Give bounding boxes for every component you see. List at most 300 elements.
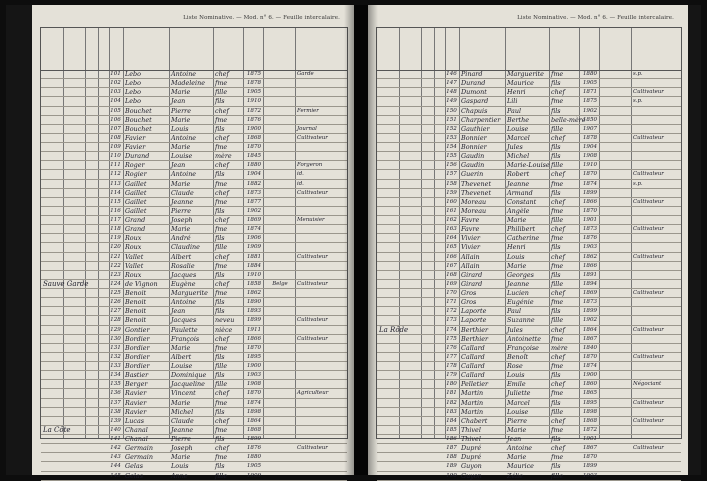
birth-year-cell: 1900: [246, 363, 262, 369]
profession-cell: [633, 362, 685, 371]
surname-cell: Vallet: [125, 261, 144, 270]
surname-cell: Dupré: [461, 444, 482, 453]
nationality-cell: [265, 161, 295, 170]
maison-number-cell: [421, 170, 433, 179]
table-row: [377, 253, 681, 262]
surname-cell: Benoit: [125, 316, 147, 325]
menage-number-cell: [98, 225, 109, 234]
table-row: [41, 289, 347, 298]
table-row: [41, 134, 347, 143]
relation-cell: chef: [215, 70, 229, 78]
individu-number-cell: 157: [446, 171, 457, 178]
nationality-cell: [601, 271, 631, 280]
individu-number-cell: 112: [110, 171, 121, 178]
profession-cell: Cultivateur: [633, 399, 664, 406]
profession-cell: Journal: [297, 125, 317, 132]
profession-cell: [633, 125, 685, 134]
relation-cell: fils: [551, 243, 561, 252]
maison-number-cell: [421, 97, 433, 106]
nationality-cell: [265, 107, 295, 116]
menage-number-cell: [98, 88, 109, 97]
maison-number-cell: [85, 426, 97, 435]
maison-number-cell: [421, 344, 433, 353]
table-row: [41, 253, 347, 262]
profession-cell: [297, 353, 349, 362]
menage-number-cell: [434, 170, 445, 179]
individu-number-cell: 174: [446, 326, 457, 333]
birth-year-cell: 1864: [582, 326, 598, 333]
birth-year-cell: 1874: [582, 363, 598, 369]
maison-number-cell: [85, 472, 97, 481]
surname-cell: Gaillet: [125, 188, 147, 197]
profession-cell: [633, 189, 685, 198]
relation-cell: fille: [551, 407, 564, 416]
birth-year-cell: 1901: [582, 436, 598, 442]
menage-number-cell: [434, 472, 445, 481]
individu-number-cell: 119: [110, 235, 121, 242]
nationality-cell: [265, 371, 295, 380]
locality-label: La Rôde: [379, 325, 409, 334]
right-page: [368, 5, 688, 480]
surname-cell: Gaudin: [461, 161, 485, 170]
surname-cell: Callard: [461, 362, 485, 370]
first-name-cell: Antoinette: [507, 334, 542, 343]
individu-number-cell: 164: [446, 235, 457, 242]
table-row: [377, 161, 681, 170]
table-row: [377, 243, 681, 252]
maison-number-cell: [85, 435, 97, 444]
individu-number-cell: 140: [110, 426, 121, 433]
birth-year-cell: 1902: [582, 107, 598, 114]
relation-cell: fme: [551, 70, 564, 78]
first-name-cell: Antoine: [507, 444, 533, 453]
surname-cell: Gros: [461, 289, 477, 297]
table-row: [41, 262, 347, 271]
relation-cell: fils: [215, 270, 225, 279]
table-row: [377, 97, 681, 106]
nationality-cell: [265, 180, 295, 189]
first-name-cell: Catherine: [507, 234, 540, 243]
birth-year-cell: 1901: [582, 217, 598, 223]
surname-cell: Callard: [461, 371, 485, 380]
birth-year-cell: 1911: [246, 326, 262, 333]
nationality-cell: [601, 280, 631, 289]
relation-cell: fille: [551, 161, 564, 170]
first-name-cell: Marie: [507, 216, 527, 224]
left-table-rows: [41, 70, 347, 480]
table-row: [377, 326, 681, 335]
left-page: [32, 5, 354, 480]
menage-number-cell: [98, 79, 109, 88]
nationality-cell: [265, 152, 295, 161]
birth-year-cell: 1880: [582, 71, 598, 77]
nationality-cell: [601, 262, 631, 271]
individu-number-cell: 129: [110, 326, 121, 333]
relation-cell: fme: [215, 115, 228, 124]
profession-cell: [297, 116, 349, 125]
first-name-cell: Marie: [507, 453, 527, 462]
maison-number-cell: [85, 170, 97, 179]
menage-number-cell: [434, 225, 445, 234]
maison-number-cell: [85, 152, 97, 161]
profession-cell: [633, 207, 685, 216]
individu-number-cell: 109: [110, 144, 121, 150]
nationality-cell: [265, 362, 295, 371]
first-name-cell: Marie: [171, 398, 191, 407]
individu-number-cell: 181: [446, 390, 457, 397]
first-name-cell: Benoît: [507, 352, 529, 361]
maison-number-cell: [85, 335, 97, 344]
table-row: [377, 371, 681, 380]
surname-cell: Gaillet: [125, 206, 147, 215]
relation-cell: chef: [215, 216, 229, 224]
relation-cell: fme: [551, 453, 564, 462]
register-spread: [6, 5, 701, 480]
individu-number-cell: 115: [110, 198, 121, 205]
individu-number-cell: 113: [110, 180, 121, 187]
locality-label: Sauve Garde: [43, 280, 89, 289]
maison-number-cell: [421, 280, 433, 289]
first-name-cell: Lucien: [507, 289, 529, 297]
individu-number-cell: 148: [446, 89, 457, 96]
relation-cell: fils: [551, 106, 561, 115]
nationality-cell: [601, 417, 631, 426]
nationality-cell: [265, 271, 295, 280]
profession-cell: [633, 243, 685, 252]
birth-year-cell: 1850: [582, 116, 598, 123]
first-name-cell: Jeanne: [171, 425, 194, 434]
surname-cell: Vivier: [461, 234, 481, 243]
individu-number-cell: 180: [446, 381, 457, 388]
birth-year-cell: 1909: [246, 472, 262, 479]
individu-number-cell: 170: [446, 290, 457, 296]
surname-cell: Durand: [125, 152, 150, 161]
first-name-cell: Antoine: [171, 133, 197, 142]
first-name-cell: Robert: [507, 170, 530, 179]
birth-year-cell: 1860: [582, 381, 598, 388]
menage-number-cell: [434, 253, 445, 262]
birth-year-cell: 1910: [246, 98, 262, 105]
table-row: [377, 152, 681, 161]
surname-cell: Chanal: [125, 425, 148, 434]
surname-cell: Bonnier: [461, 143, 487, 151]
profession-cell: [297, 435, 349, 444]
menage-number-cell: [434, 289, 445, 298]
surname-cell: Gros: [461, 298, 477, 307]
first-name-cell: Marie: [171, 343, 191, 352]
first-name-cell: Marie: [171, 225, 191, 234]
menage-number-cell: [98, 189, 109, 198]
surname-cell: Bordier: [125, 362, 150, 370]
menage-number-cell: [98, 116, 109, 125]
maison-number-cell: [421, 225, 433, 234]
table-row: [377, 426, 681, 435]
surname-cell: Bordier: [125, 352, 150, 361]
individu-number-cell: 169: [446, 280, 457, 287]
profession-cell: [297, 371, 349, 380]
surname-cell: Berger: [125, 380, 148, 389]
first-name-cell: Jeanne: [171, 197, 194, 206]
menage-number-cell: [98, 243, 109, 252]
first-name-cell: Marie: [171, 143, 191, 151]
profession-cell: Garde: [297, 71, 314, 77]
table-row: [377, 280, 681, 289]
relation-cell: fils: [551, 435, 561, 443]
first-name-cell: Marie: [171, 115, 191, 124]
individu-number-cell: 137: [110, 399, 121, 406]
birth-year-cell: 1869: [246, 217, 262, 223]
surname-cell: Girard: [461, 270, 483, 279]
relation-cell: fils: [215, 124, 225, 133]
menage-number-cell: [434, 326, 445, 335]
locality-label: La Côte: [43, 426, 71, 435]
nationality-cell: [265, 134, 295, 143]
birth-year-cell: 1878: [246, 80, 262, 87]
profession-cell: [633, 216, 685, 225]
profession-cell: id.: [297, 171, 304, 178]
profession-cell: [633, 472, 685, 481]
birth-year-cell: 1868: [246, 134, 262, 141]
menage-number-cell: [434, 243, 445, 252]
surname-cell: Benoit: [125, 289, 147, 297]
nationality-cell: [265, 426, 295, 435]
surname-cell: Thevenet: [461, 179, 492, 188]
maison-number-cell: [85, 253, 97, 262]
menage-number-cell: [98, 389, 109, 398]
individu-number-cell: 131: [110, 344, 121, 351]
profession-cell: Agriculteur: [297, 390, 329, 397]
relation-cell: fils: [215, 462, 225, 471]
menage-number-cell: [434, 271, 445, 280]
profession-cell: [633, 152, 685, 161]
first-name-cell: Paul: [507, 307, 521, 316]
surname-cell: Favre: [461, 216, 480, 224]
menage-number-cell: [98, 344, 109, 353]
nationality-cell: [265, 88, 295, 97]
individu-number-cell: 108: [110, 134, 121, 141]
maison-number-cell: [421, 316, 433, 325]
nationality-cell: [265, 417, 295, 426]
first-name-cell: Rose: [507, 362, 523, 370]
profession-cell: [297, 472, 349, 481]
profession-cell: [297, 399, 349, 408]
menage-number-cell: [98, 307, 109, 316]
menage-number-cell: [434, 389, 445, 398]
maison-number-cell: [421, 307, 433, 316]
maison-number-cell: [85, 362, 97, 371]
maison-number-cell: [85, 289, 97, 298]
table-row: [41, 389, 347, 398]
profession-cell: [633, 143, 685, 152]
nationality-cell: [601, 380, 631, 389]
maison-number-cell: [421, 116, 433, 125]
first-name-cell: Albert: [171, 252, 192, 261]
table-row: [41, 243, 347, 252]
relation-cell: chef: [551, 444, 565, 453]
table-row: [41, 335, 347, 344]
surname-cell: Dupré: [461, 453, 482, 462]
surname-cell: Rogier: [125, 170, 147, 179]
surname-cell: Moreau: [461, 197, 487, 206]
nationality-cell: [265, 316, 295, 325]
nationality-cell: [601, 152, 631, 161]
surname-cell: Girard: [461, 279, 483, 288]
first-name-cell: Juliette: [507, 389, 531, 398]
maison-number-cell: [85, 399, 97, 408]
surname-cell: Callard: [461, 343, 485, 352]
menage-number-cell: [434, 307, 445, 316]
first-name-cell: Emile: [507, 380, 526, 389]
profession-cell: [297, 198, 349, 207]
menage-number-cell: [98, 298, 109, 307]
first-name-cell: Antoine: [171, 70, 197, 78]
birth-year-cell: 1881: [246, 253, 262, 260]
birth-year-cell: 1864: [246, 417, 262, 424]
birth-year-cell: 1902: [246, 207, 262, 214]
profession-cell: [297, 298, 349, 307]
table-row: [41, 399, 347, 408]
profession-cell: [633, 280, 685, 289]
maison-number-cell: [85, 371, 97, 380]
surname-cell: de Vignon: [125, 279, 158, 288]
individu-number-cell: 149: [446, 98, 457, 105]
birth-year-cell: 1898: [246, 408, 262, 415]
relation-cell: fils: [551, 143, 561, 151]
individu-number-cell: 132: [110, 353, 121, 360]
birth-year-cell: 1873: [582, 226, 598, 233]
relation-cell: nièce: [215, 325, 233, 334]
birth-year-cell: 1845: [246, 153, 262, 160]
table-row: [41, 426, 347, 435]
profession-cell: [633, 271, 685, 280]
maison-number-cell: [85, 316, 97, 325]
table-row: [377, 88, 681, 97]
maison-number-cell: [85, 207, 97, 216]
right-binding-shadow: [368, 5, 378, 475]
surname-cell: Pinard: [461, 70, 483, 78]
relation-cell: chef: [551, 352, 565, 361]
individu-number-cell: 142: [110, 445, 121, 452]
table-row: [377, 389, 681, 398]
nationality-cell: [601, 243, 631, 252]
first-name-cell: Marcel: [507, 398, 530, 407]
relation-cell: fme: [215, 289, 228, 297]
surname-cell: Vivier: [461, 243, 481, 252]
profession-cell: [633, 79, 685, 88]
profession-cell: Cultivateur: [633, 226, 664, 233]
surname-cell: Grand: [125, 225, 146, 234]
relation-cell: chef: [215, 106, 229, 115]
profession-cell: Cultivateur: [297, 335, 328, 342]
menage-number-cell: [98, 399, 109, 408]
menage-number-cell: [434, 207, 445, 216]
birth-year-cell: 1910: [246, 271, 262, 278]
birth-year-cell: 1870: [582, 207, 598, 214]
nationality-cell: [601, 426, 631, 435]
maison-number-cell: [85, 417, 97, 426]
maison-number-cell: [421, 70, 433, 79]
individu-number-cell: 114: [110, 189, 121, 196]
relation-cell: fme: [215, 179, 228, 188]
maison-number-cell: [421, 180, 433, 189]
menage-number-cell: [98, 271, 109, 280]
table-row: [41, 307, 347, 316]
surname-cell: Roux: [125, 243, 142, 252]
nationality-cell: [601, 408, 631, 417]
first-name-cell: Jean: [171, 97, 186, 106]
table-row: [41, 408, 347, 417]
menage-number-cell: [98, 198, 109, 207]
birth-year-cell: 1874: [246, 226, 262, 233]
table-row: [377, 207, 681, 216]
nationality-cell: [265, 353, 295, 362]
profession-cell: Forgeron: [297, 162, 323, 169]
relation-cell: chef: [215, 444, 229, 453]
nationality-cell: [601, 316, 631, 325]
table-row: [377, 134, 681, 143]
first-name-cell: Dominique: [171, 371, 207, 380]
menage-number-cell: [434, 180, 445, 189]
first-name-cell: Marie: [171, 179, 191, 188]
first-name-cell: Jean: [507, 435, 522, 443]
profession-cell: s.p.: [633, 71, 643, 77]
relation-cell: fme: [551, 298, 564, 307]
relation-cell: fils: [215, 407, 225, 416]
relation-cell: fme: [551, 362, 564, 370]
relation-cell: fils: [551, 152, 561, 161]
individu-number-cell: 147: [446, 80, 457, 87]
menage-number-cell: [98, 180, 109, 189]
first-name-cell: Zélie: [507, 471, 524, 480]
nationality-cell: [265, 389, 295, 398]
menage-number-cell: [434, 198, 445, 207]
profession-cell: [297, 79, 349, 88]
birth-year-cell: 1907: [582, 125, 598, 132]
relation-cell: fme: [551, 261, 564, 270]
profession-cell: [297, 271, 349, 280]
maison-number-cell: [85, 79, 97, 88]
right-table-rows: [377, 70, 681, 480]
maison-number-cell: [421, 417, 433, 426]
profession-cell: [633, 335, 685, 344]
menage-number-cell: [434, 353, 445, 362]
table-row: [41, 362, 347, 371]
maison-number-cell: [421, 161, 433, 170]
table-row: [377, 116, 681, 125]
nationality-cell: [601, 326, 631, 335]
maison-number-cell: [85, 116, 97, 125]
relation-cell: chef: [551, 133, 565, 142]
birth-year-cell: 1875: [582, 98, 598, 105]
individu-number-cell: 190: [446, 472, 457, 479]
birth-year-cell: 1890: [246, 299, 262, 306]
birth-year-cell: 1880: [246, 162, 262, 169]
profession-cell: [297, 326, 349, 335]
table-row: [377, 225, 681, 234]
maison-number-cell: [421, 234, 433, 243]
relation-cell: fils: [215, 307, 225, 316]
relation-cell: fme: [215, 225, 228, 234]
surname-cell: Dumont: [461, 88, 487, 97]
birth-year-cell: 1900: [582, 372, 598, 379]
first-name-cell: Joseph: [171, 216, 193, 224]
profession-cell: Fermier: [297, 107, 319, 114]
nationality-cell: [265, 234, 295, 243]
maison-number-cell: [421, 426, 433, 435]
surname-cell: Gontier: [125, 325, 150, 334]
first-name-cell: Henri: [507, 88, 526, 97]
surname-cell: Favre: [461, 225, 480, 234]
